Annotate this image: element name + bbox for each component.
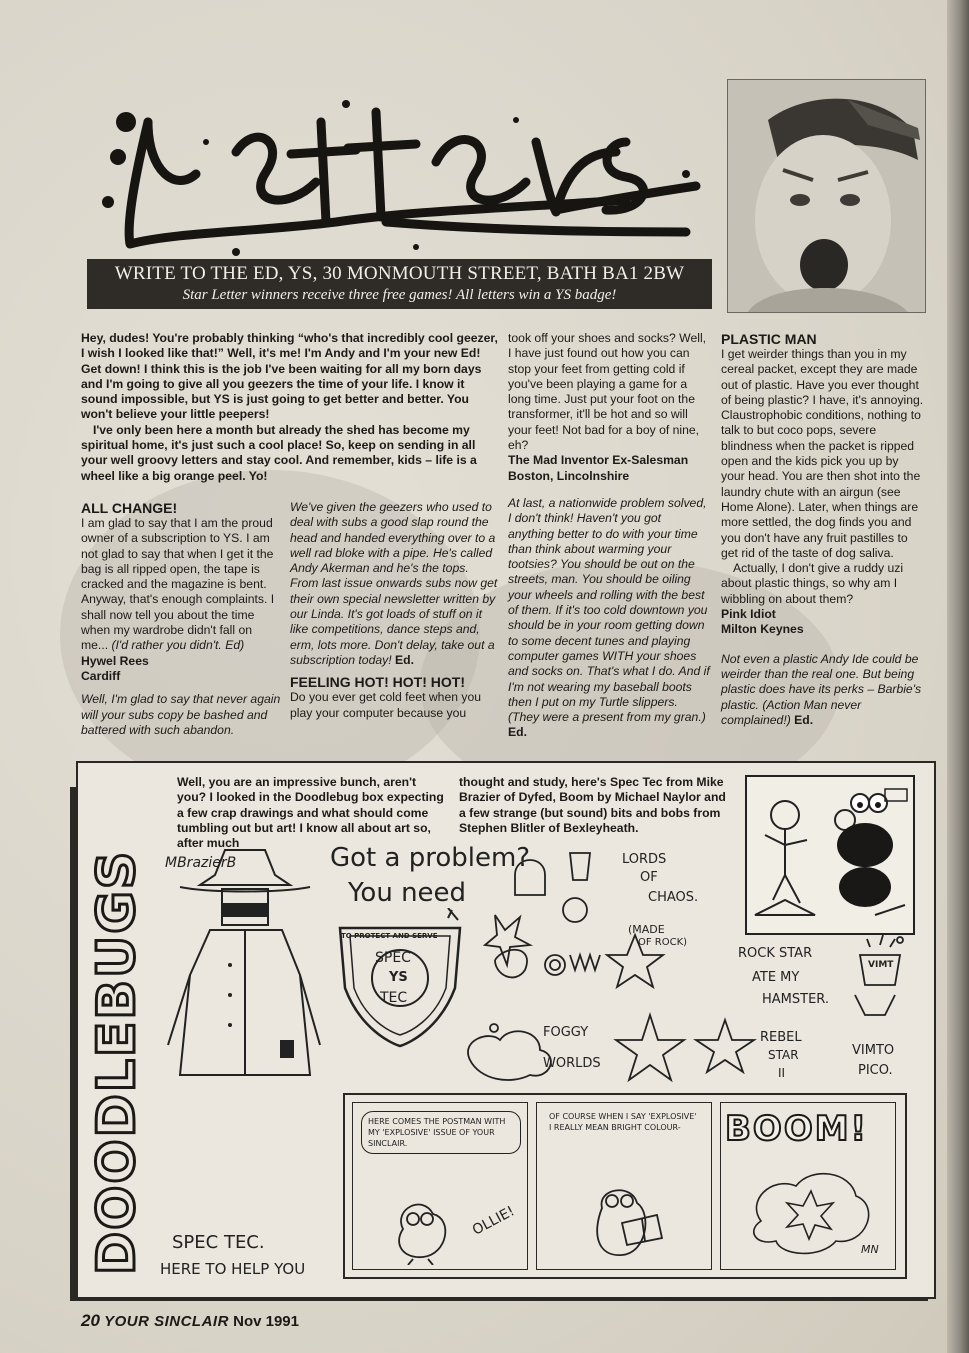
doodlebugs-intro-1: Well, you are an impressive bunch, aren't you? I looked in the Doodlebug box expecting a few crap drawings and what should come tumbling out but art! I know all about art so, after much [177, 775, 444, 851]
comic-panel-3 [720, 1102, 896, 1270]
doodlebugs-title-art [88, 775, 148, 1285]
rock-star-text: HAMSTER. [762, 992, 829, 1007]
artist-initials: MN [861, 1243, 879, 1256]
badge-text: TO PROTECT AND SERVE [341, 932, 438, 940]
letter-column-3 [508, 331, 710, 741]
letter-body-text: I am glad to say that I am the proud owner of a subscription to YS. I am not glad to say that when I get it the bag is all ripped open, the tape is cracked and the magazine is bent. Anyway, that's enough complaints. I shall now tell you about the time when my wardrobe didn't fall on me... [81, 516, 275, 653]
letters-title [86, 82, 710, 262]
lords-text: OF [640, 870, 658, 885]
comic-speech-bubble: OF COURSE WHEN I SAY 'EXPLOSIVE' I REALLY MEAN BRIGHT COLOUR- [549, 1112, 697, 1132]
letter-column-1 [81, 500, 282, 738]
intro-paragraph-1: Hey, dudes! You're probably thinking “who's that incredibly cool geezer, I wish I looked like that!” Well, it's me! I'm Andy and I'm your new Ed! Get down! I think this is the job I've been waiting for all my born days and I'm going to give all you geezers the time of your life. I know it sound impossible, but YS is just going to get better and better. You won't believe your little peepers! [81, 331, 498, 422]
letter-heading: FEELING HOT! HOT! HOT! [290, 674, 465, 691]
doodlebugs-side-title [88, 775, 148, 1285]
ed-sign: Ed. [508, 725, 527, 740]
letter-place: Milton Keynes [721, 622, 804, 637]
lords-text: LORDS [622, 852, 667, 867]
letter-body: I get weirder things than you in my cereal packet, except they are made out of plastic. Have you ever thought of being plastic? I have, it's annoying. Claustrophobic conditions, nothing to talk to but coco pops, severe blindness when the packet is ripped open and the kids pick you up by your head. You are then shot into the laundry chute with an airgun (see Home Alone). Later, when things are more settled, the dog finds you and you don't have any fruit pastilles to get rid of the taste of dog saliva. [721, 347, 924, 560]
letter-body: Actually, I don't give a ruddy uzi about plastic things, so why am I wibbling on about them? [721, 561, 904, 606]
rebel-star-text: STAR [768, 1048, 799, 1062]
letter-heading: PLASTIC MAN [721, 331, 817, 347]
vimto-can-drawing [845, 935, 915, 1025]
comic-panel-2 [536, 1102, 712, 1270]
letter-body [81, 516, 282, 654]
letter-place: Boston, Lincolnshire [508, 468, 630, 483]
ed-reply-text: Not even a plastic Andy Ide could be weirder than the real one. But being plastic does have its perks – Barbie's plastic. (Action Man never complained!) [721, 651, 922, 727]
stickman-cartoon [745, 775, 915, 935]
problem-text: You need [348, 878, 467, 908]
page-footer [81, 1311, 299, 1331]
doodlebugs-intro-2: thought and study, here's Spec Tec from Mike Brazier of Dyfed, Boom by Michael Naylor and a few strange (but sound) bits and bobs from Stephen Blitler of Bexleyheath. [459, 775, 726, 835]
vimto-text: VIMTO [852, 1043, 895, 1058]
issue-date: Nov 1991 [233, 1313, 299, 1330]
letter-body-continued: took off your shoes and socks? Well, I have just found out how you can stop your feet from getting cold if you've been playing a game for a long time. Just put your foot on the transformer, it'll be hot and so will your feet! Not bad for a boy of nine, eh? [508, 331, 707, 453]
ed-reply-continued [290, 500, 498, 668]
help-label: HERE TO HELP YOU [160, 1260, 306, 1278]
boom-text: BOOM! [725, 1109, 869, 1149]
letter-author: Pink Idiot [721, 607, 776, 622]
made-text: OF ROCK) [638, 937, 688, 948]
address-text: WRITE TO THE ED, YS, 30 MONMOUTH STREET, BATH BA1 2BW [114, 263, 685, 284]
foggy-worlds-drawings [460, 1010, 770, 1090]
spec-tec-drawing [150, 845, 340, 1085]
problem-text: Got a problem? [330, 843, 531, 873]
editor-portrait-image [728, 80, 925, 312]
rebel-star-text: REBEL [760, 1030, 802, 1045]
ed-sign: Ed. [395, 652, 414, 667]
badge-text: TEC [380, 990, 408, 1006]
rock-star-text: ATE MY [752, 970, 800, 985]
intro-paragraph-2: I've only been here a month but already the shed has become my spiritual home, it's just such a cool place! So, keep on sending in all your well groovy letters and stay cool. And remember, kids – life is a wheel like a big orange peel. Yo! [81, 422, 477, 483]
address-banner [87, 259, 712, 309]
boom-comic-strip [343, 1093, 907, 1279]
letter-place: Cardiff [81, 668, 121, 683]
letters-title-art [86, 82, 710, 262]
ed-reply [721, 652, 925, 728]
tagline-text: Star Letter winners receive three free games! All letters win a YS badge! [182, 287, 617, 303]
letter-column-4 [721, 331, 925, 728]
rock-star-text: ROCK STAR [738, 946, 813, 961]
made-text: (MADE [628, 923, 665, 936]
comic-speech-bubble: HERE COMES THE POSTMAN WITH MY 'EXPLOSIVE' ISSUE OF YOUR SINCLAIR. [361, 1111, 521, 1154]
magazine-name: YOUR SINCLAIR [104, 1313, 229, 1330]
letter-author: Hywel Rees [81, 653, 149, 668]
page-number: 20 [81, 1311, 100, 1330]
spacer [721, 638, 925, 652]
intro-column [81, 331, 499, 484]
ed-sign: Ed. [794, 712, 814, 727]
ollie-character [383, 1189, 463, 1265]
badge-text: SPEC [375, 950, 411, 966]
ed-reply-text: At last, a nationwide problem solved, I don't think! Haven't you got anything better to do with your time than think about warming your tootsies? You should be out on the streets, man. You should be oiling your wheels and rolling with the best of them. If it's too cold downtown you should be in your room getting down to some decent tunes and playing computer games WITH your shoes and socks on. That's what I do. And if I'm not wearing my baseball boots then I put on my Turtle slippers. (They were a present from my gran.) [508, 495, 710, 725]
comic-panel-1 [352, 1102, 528, 1270]
letter-heading: ALL CHANGE! [81, 500, 178, 516]
page-gutter [947, 0, 969, 1353]
ed-reply: Well, I'm glad to say that never again will your subs copy be bashed and battered with such abandon. [81, 692, 281, 737]
lords-text: CHAOS. [648, 890, 699, 905]
signature-text: MBrazierB [165, 855, 237, 871]
rebel-star-text: II [778, 1066, 786, 1080]
foggy-text: FOGGY [543, 1025, 589, 1040]
vimto-text: PICO. [858, 1063, 893, 1078]
ed-reply-text: We've given the geezers who used to deal with subs a good slap round the head and handed everything over to a well rad bloke with a pipe. He's called Andy Akerman and he's the tops. From last issue onwards subs now get their own special newsletter written by our Linda. It's got loads of stuff on it like competitions, dance steps and, erm, lots more. Don't delay, take out a subscription today! [290, 500, 498, 667]
ed-reply [508, 496, 710, 741]
letter-author: The Mad Inventor Ex-Salesman [508, 453, 689, 468]
editor-photo [727, 79, 926, 313]
spec-tec-label: SPEC TEC. [172, 1232, 265, 1253]
badge-text: YS [389, 970, 408, 985]
vimto-can-text: VIMT [868, 960, 894, 970]
reading-character [577, 1173, 677, 1263]
letter-column-2 [290, 500, 498, 721]
spacer [81, 684, 282, 692]
ed-aside: (I'd rather you didn't. Ed) [111, 638, 245, 653]
explosion-drawing [741, 1161, 881, 1261]
doodlebugs-title-text: DOODLEBUGS [88, 849, 147, 1275]
ollie-label: OLLIE! [469, 1203, 518, 1239]
foggy-text: WORLDS [543, 1056, 601, 1071]
spacer [508, 484, 710, 496]
letter-body: Do you ever get cold feet when you play your computer because you [290, 690, 482, 720]
